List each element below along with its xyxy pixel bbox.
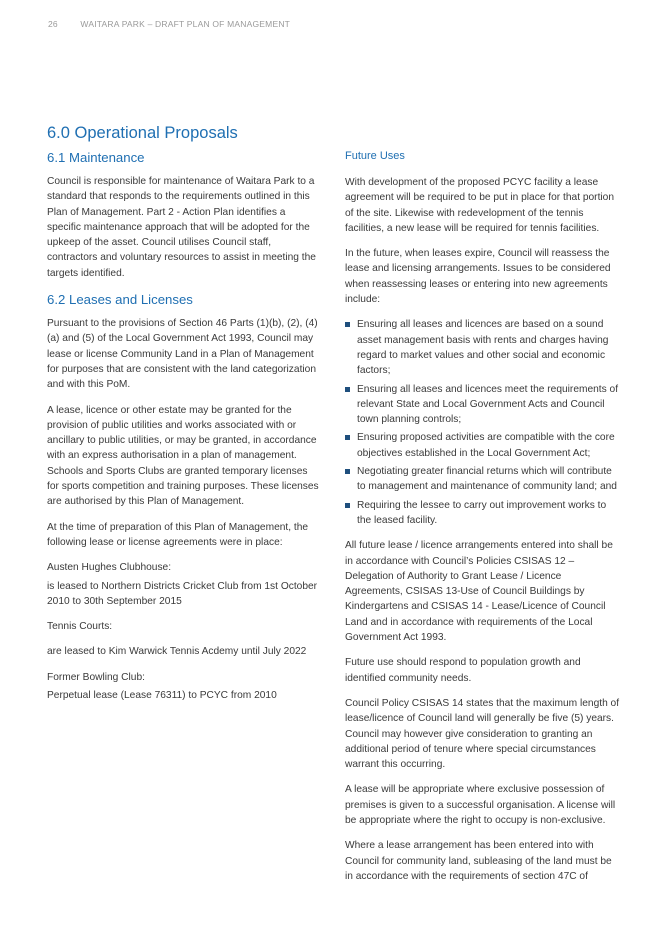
left-column xyxy=(47,149,319,713)
bullet-icon xyxy=(345,322,350,327)
bowling-text: Perpetual lease (Lease 76311) to PCYC from 2010 xyxy=(47,690,277,702)
future-uses-paragraph-2: In the future, when leases expire, Council will reassess the lease and licensing arrangements. Issues to be considered when reassessing leases or entering into new agreements include: xyxy=(345,248,611,306)
document-title: WAITARA PARK – DRAFT PLAN OF MANAGEMENT xyxy=(80,19,291,29)
leases-paragraph-3: At the time of preparation of this Plan of Management, the following lease or license agreements were in place: xyxy=(47,521,309,548)
bullet-icon xyxy=(345,503,350,508)
considerations-list xyxy=(345,317,621,528)
future-uses-paragraph-3: All future lease / licence arrangements entered into shall be in accordance with Council’s Policies CSISAS 12 – Delegation of Authority to Grant Lease / Licence Agreements, CSISAS 13-Use of Council Buildings by Kindergartens and CSISAS 14 - Lease/Licence of Council Land and in accordance with requirements of the Local Government Act 1993. xyxy=(345,540,613,644)
future-uses-paragraph-4: Future use should respond to population growth and identified community needs. xyxy=(345,657,581,684)
list-item-text: Ensuring all leases and licences are based on a sound asset management basis with rents and charges having regard to market values and other social and economic factors; xyxy=(357,319,609,377)
section-heading: 6.0 Operational Proposals xyxy=(47,124,238,142)
page-number: 26 xyxy=(48,19,58,29)
list-item-text: Requiring the lessee to carry out improvement works to the leased facility. xyxy=(357,499,607,526)
bullet-icon xyxy=(345,469,350,474)
list-item xyxy=(345,464,621,495)
bowling-label: Former Bowling Club: xyxy=(47,671,145,683)
list-item xyxy=(345,498,621,529)
future-uses-heading: Future Uses xyxy=(345,150,405,162)
maintenance-heading: 6.1 Maintenance xyxy=(47,150,145,165)
leases-heading: 6.2 Leases and Licenses xyxy=(47,292,193,308)
future-uses-paragraph-5: Council Policy CSISAS 14 states that the maximum length of lease/licence of Council land will generally be five (5) years. Council may however give consideration to granting an additional period of tenure where special circumstances warrant this occurring. xyxy=(345,697,620,771)
list-item-text: Ensuring proposed activities are compatible with the core objectives established in the Local Government Act; xyxy=(357,432,615,459)
bullet-icon xyxy=(345,387,350,392)
list-item-text: Ensuring all leases and licences meet the requirements of relevant State and Local Government Acts and Council town planning controls; xyxy=(357,383,619,426)
future-uses-paragraph-1: With development of the proposed PCYC facility a lease agreement will be required to be put in place for that portion of the site. Likewise with redevelopment of the tennis facilities, a new lease will be required for tennis facilities. xyxy=(345,177,614,234)
page-header xyxy=(48,19,290,29)
tennis-text: are leased to Kim Warwick Tennis Acdemy until July 2022 xyxy=(47,646,307,658)
leases-paragraph-2: A lease, licence or other estate may be granted for the provision of public utilities and works associated with or ancillary to public utilities, or may be granted, in accordance with an express authorisation in a plan of management. Schools and Sports Clubs are granted temporary licenses for sports competition and training purposes. These licenses are authorised by this Plan of Management. xyxy=(47,404,319,508)
future-uses-paragraph-6: A lease will be appropriate where exclusive possession of premises is given to a successful organisation. A license will be appropriate where the right to occupy is non-exclusive. xyxy=(345,784,616,826)
list-item xyxy=(345,382,621,428)
austen-label: Austen Hughes Clubhouse: xyxy=(47,562,172,574)
tennis-label: Tennis Courts: xyxy=(47,621,113,633)
bullet-icon xyxy=(345,435,350,440)
right-column xyxy=(345,149,621,894)
future-uses-paragraph-7: Where a lease arrangement has been entered into with Council for community land, subleasing of the land must be in accordance with the requirements of section 47C of xyxy=(345,840,612,882)
maintenance-paragraph: Council is responsible for maintenance of Waitara Park to a standard that responds to the requirements outlined in this Plan of Management. Part 2 - Action Plan identifies a specific maintenance approach that will be adopted for the upkeep of the asset. Council utilises Council staff, contractors and voluntary resources to assist in meeting the targets identified. xyxy=(47,176,316,279)
austen-text: is leased to Northern Districts Cricket Club from 1st October 2010 to 30th September 2015 xyxy=(47,580,318,607)
list-item xyxy=(345,317,621,378)
leases-paragraph-1: Pursuant to the provisions of Section 46 Parts (1)(b), (2), (4)(a) and (5) of the Local Government Act 1993, Council may lease or license Community Land in a Plan of Management for purposes that are consistent with the land categorization and with this PoM. xyxy=(47,318,318,391)
list-item xyxy=(345,430,621,461)
list-item-text: Negotiating greater financial returns which will contribute to management and maintenance of community land; and xyxy=(357,466,617,493)
